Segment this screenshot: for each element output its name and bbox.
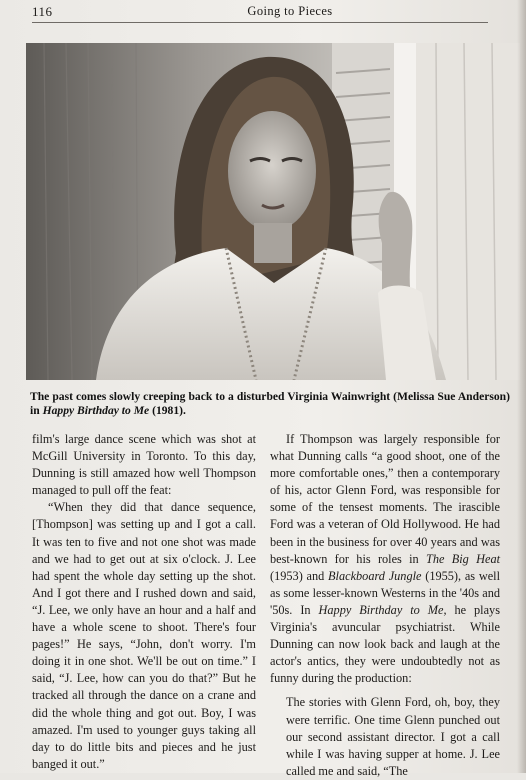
page-edge-shadow — [517, 0, 526, 773]
caption-text: The past comes slowly creeping back to a disturbed Virginia Wainwright (Melissa Sue Anderson) in — [30, 390, 510, 417]
film-title: The Big Heat — [426, 551, 501, 566]
caption-film-title: Happy Birthday to Me — [42, 404, 150, 417]
running-head: Going to Pieces — [247, 4, 333, 18]
film-still-image — [26, 43, 520, 380]
paragraph: film's large dance scene which was shot at McGill University in Toronto. To this day, Dunning is still amazed how well Thompson managed to pull off the feat: — [32, 432, 256, 498]
paragraph — [270, 431, 500, 687]
block-quote: The stories with Glenn Ford, oh, boy, they were terrific. One time Glenn punched out our second assistant director. I got a call while I was having supper at home. J. Lee called me and said, “The — [286, 695, 500, 778]
photo-caption — [30, 390, 510, 418]
text-run: (1953) and — [270, 568, 329, 583]
page-number: 116 — [32, 4, 53, 19]
quoted-paragraph: “When they did that dance sequence, [Thompson] was setting up and I got a call. It was ten to five and not one shot was made and we had to get out at six o'clock. J. Lee had spent the whole day setting up the shot. And I got there and I rushed down and said, “J. Lee, we only have an hour and a half and have a whole scene to shoot. There's four pages!” He says, “John, don't worry. I'm doing it in one shot. We'll be out on time.” I said, “J. Lee, how can you do that?” But he tracked all through the dance on a crane and did the whole thing and got out. Boy, I was amazed. I'm used to younger guys taking all day to do little bits and pieces and he just banged it out.” — [32, 500, 256, 771]
left-column — [32, 431, 256, 773]
text-run: he plays Virginia's avuncular psychiatrist. While Dunning can now look back and laugh at the actor's antics, they were undoubtedly not as funny during the production: — [270, 602, 500, 686]
right-column — [270, 431, 500, 780]
header-rule — [32, 22, 488, 23]
film-title: Blackboard Jungle — [328, 568, 422, 583]
page-header — [32, 4, 488, 22]
film-title: Happy Birthday to Me, — [318, 602, 447, 617]
text-run: If Thompson was largely responsible for what Dunning calls “a good shoot, one of the more comfortable ones,” then a contemporary of his, actor Glenn Ford, was responsible for some of the tensest moments. The irascible Ford was a veteran of Old Hollywood. He had been in the business for over 40 years and was best-known for his roles in — [270, 432, 500, 566]
photo-illustration — [26, 43, 520, 380]
text-run: (1955), as well as some lesser-known Westerns in the '40s and '50s. In — [270, 568, 500, 617]
caption-year: (1981). — [149, 404, 186, 417]
